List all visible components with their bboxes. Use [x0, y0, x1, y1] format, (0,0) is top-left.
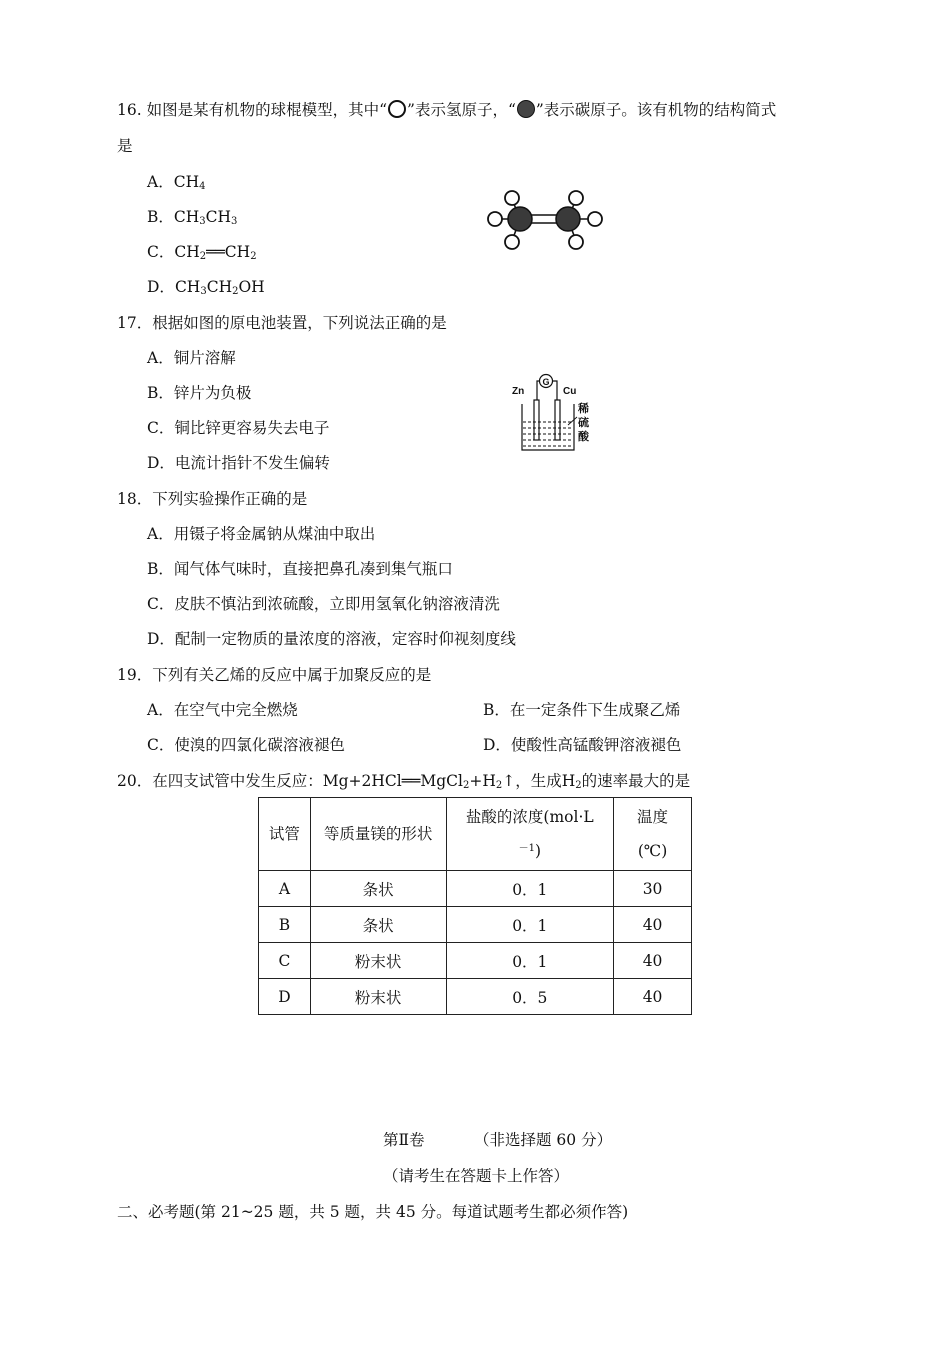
cell-concentration: 0．5: [446, 979, 614, 1015]
q16-option-d: D．$CH_3CH_2OH$: [147, 278, 265, 297]
part2-title: 第Ⅱ卷: [383, 1131, 425, 1149]
q17-stem: 17．根据如图的原电池装置，下列说法正确的是: [117, 314, 447, 332]
acid-label-2: 硫: [578, 416, 589, 429]
header-temperature: 温度 (℃): [614, 798, 692, 871]
q16-stem: 16. 如图是某有机物的球棍模型，其中“ ”表示氢原子，“ ”表示碳原子。该有机物的结构简式: [117, 101, 777, 119]
reaction-rate-table: [258, 797, 692, 1015]
cell-temperature: 30: [614, 871, 692, 907]
section-heading: 二、必考题(第 21~25 题，共 5 题，共 45 分。每道试题考生都必须作答): [117, 1203, 629, 1221]
cell-concentration: 0．1: [446, 943, 614, 979]
header-concentration: 盐酸的浓度(mol·L $^{-1}$): [446, 798, 614, 871]
q19-option-a: A．在空气中完全燃烧: [147, 701, 298, 719]
table-header-row: [259, 798, 692, 871]
table-row: [259, 979, 692, 1015]
acid-label-3: 酸: [578, 430, 589, 443]
q18-option-c: C．皮肤不慎沾到浓硫酸，立即用氢氧化钠溶液清洗: [147, 595, 500, 613]
cell-tube: D: [259, 979, 311, 1015]
q18-option-b: B．闻气体气味时，直接把鼻孔凑到集气瓶口: [147, 560, 453, 578]
q17-option-a: A．铜片溶解: [147, 349, 236, 367]
header-tube: 试管: [259, 798, 311, 871]
cell-temperature: 40: [614, 979, 692, 1015]
cell-concentration: 0．1: [446, 871, 614, 907]
cell-shape: 粉末状: [310, 979, 446, 1015]
cell-tube: B: [259, 907, 311, 943]
header-shape: 等质量镁的形状: [310, 798, 446, 871]
q17-option-c: C．铜比锌更容易失去电子: [147, 419, 330, 437]
cell-shape: 粉末状: [310, 943, 446, 979]
q18-option-a: A．用镊子将金属钠从煤油中取出: [147, 525, 376, 543]
q19-option-c: C．使溴的四氯化碳溶液褪色: [147, 736, 345, 754]
white-circle-icon: [388, 100, 406, 118]
cell-temperature: 40: [614, 907, 692, 943]
q17-option-d: D．电流计指针不发生偏转: [147, 454, 330, 472]
part2-note: （请考生在答题卡上作答）: [383, 1167, 570, 1185]
cell-temperature: 40: [614, 943, 692, 979]
galvanic-cell-diagram: [510, 370, 592, 452]
cu-label: Cu: [563, 386, 577, 397]
cell-tube: C: [259, 943, 311, 979]
acid-label-1: 稀: [578, 402, 589, 415]
q19-option-d: D．使酸性高锰酸钾溶液褪色: [483, 736, 682, 754]
zn-label: Zn: [512, 386, 525, 397]
part2-subtitle: （非选择题 60 分）: [474, 1131, 613, 1149]
cell-concentration: 0．1: [446, 907, 614, 943]
q20-stem: 20．在四支试管中发生反应：$Mg+2HCl══MgCl_2+H_2↑$，生成$H_2$的速率最大的是: [117, 772, 691, 791]
cell-tube: A: [259, 871, 311, 907]
table-row: [259, 943, 692, 979]
q18-stem: 18．下列实验操作正确的是: [117, 490, 308, 508]
q17-option-b: B．锌片为负极: [147, 384, 252, 402]
cell-shape: 条状: [310, 871, 446, 907]
q19-option-b: B．在一定条件下生成聚乙烯: [483, 701, 681, 719]
q18-option-d: D．配制一定物质的量浓度的溶液，定容时仰视刻度线: [147, 630, 516, 648]
q16-option-c: C．$CH_2══CH_2$: [147, 243, 257, 262]
q19-stem: 19．下列有关乙烯的反应中属于加聚反应的是: [117, 666, 432, 684]
q16-option-b: B．$CH_3CH_3$: [147, 208, 238, 227]
dark-circle-icon: [517, 100, 535, 118]
galvanometer-label: G: [542, 377, 550, 387]
q16-stem-cont: 是: [117, 137, 133, 155]
cell-shape: 条状: [310, 907, 446, 943]
table-row: [259, 907, 692, 943]
q16-option-a: A．$CH_4$: [147, 173, 206, 192]
ethylene-ball-stick-model: [482, 184, 608, 256]
table-row: [259, 871, 692, 907]
